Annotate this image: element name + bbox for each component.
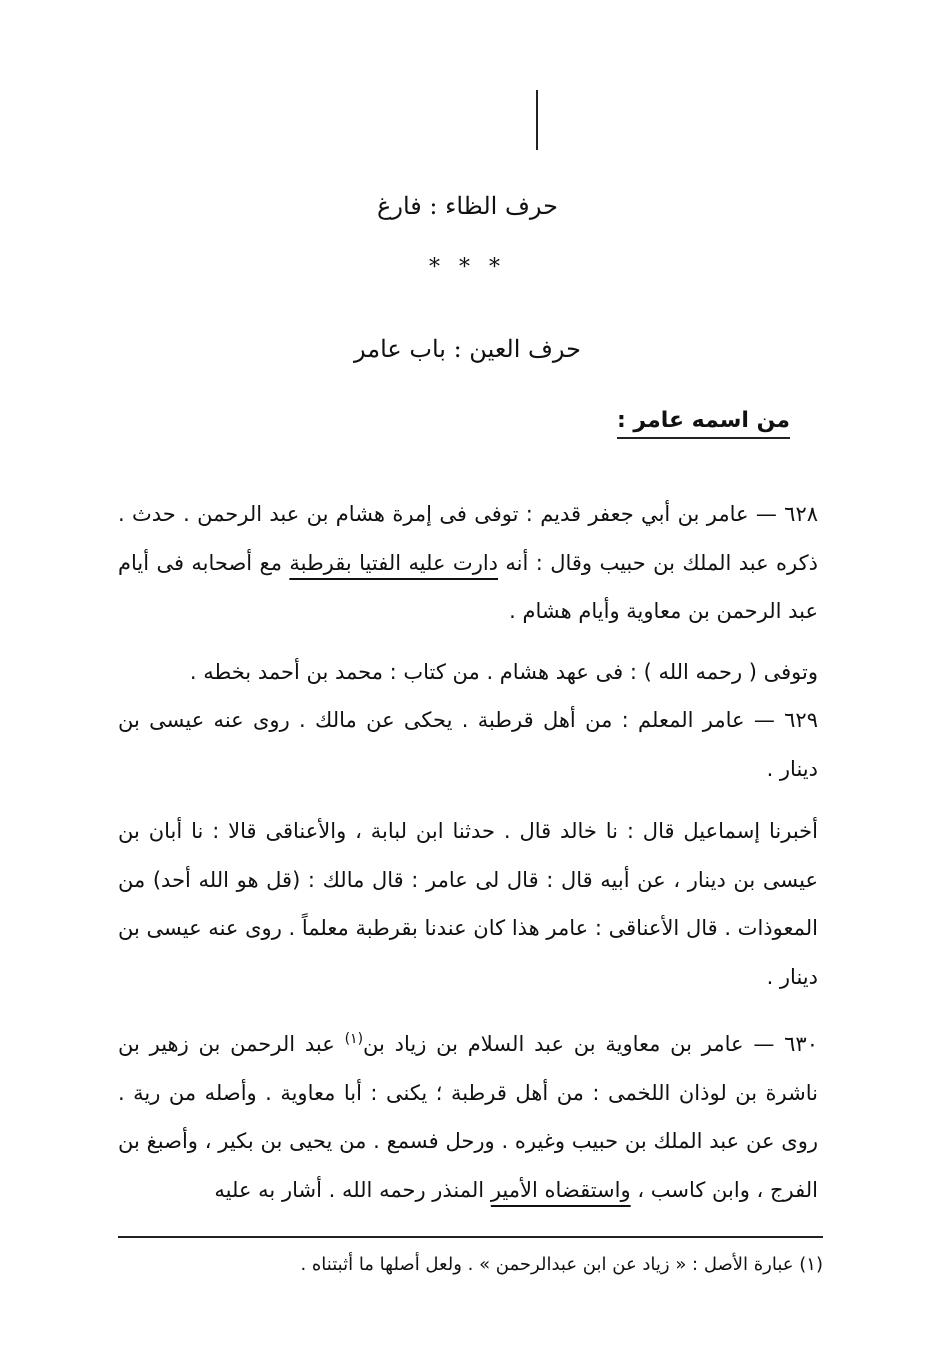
entry-628-line-2-end: مع [259, 550, 290, 575]
zaa-letter-heading: حرف الظاء : فارغ [377, 192, 558, 220]
entry-628 [118, 490, 818, 636]
death-note: وتوفى ( رحمه الله ) : فى عهد هشام . من كتاب : محمد بن أحمد بخطه . [189, 659, 818, 684]
entry-630-part-d: المنذر رحمه الله . أشار به عليه [214, 1177, 491, 1202]
top-vertical-rule [536, 90, 538, 150]
footnote [118, 1250, 823, 1280]
underlined-phrase-judgeship: واستقضاه الأمير [490, 1177, 631, 1202]
footnote-mark: (١) [799, 1254, 823, 1275]
entry-629: ٦٢٩ — عامر المعلم : من أهل قرطبة . يحكى عن مالك . روى عنه عيسى بن دينار . [118, 708, 818, 781]
main-text [118, 490, 818, 1214]
section-subheading: من اسمه عامر : [617, 408, 790, 439]
footnote-text: عبارة الأصل : « زياد عن ابن عبدالرحمن » . ولعل أصلها ما أثبتناه . [300, 1254, 800, 1275]
footnote-rule [118, 1236, 823, 1238]
entry-628-line-3: أصحابه فى أيام عبد الرحمن بن معاوية وأيام هشام . [118, 550, 818, 623]
section-separator: * * * [429, 255, 506, 280]
footnote-reference: (١) [344, 1031, 364, 1047]
entry-630-part-b: عبد الرحمن بن زهير بن ناشرة بن لوذان اللخمى : من أهل قرطبة ؛ يكنى : أبا معاوية . وأصله من رية . روى عن عبد الملك بن حبيب وغيره . ورحل فسمع . من يحيى بن بكير ، وأصبغ بن الفرج ، وابن كاسب ، [118, 1032, 818, 1202]
entry-630 [118, 1015, 818, 1214]
underlined-phrase-fatwa: دارت عليه الفتيا بقرطبة [289, 550, 499, 575]
ain-letter-heading: حرف العين : باب عامر [354, 335, 581, 363]
isnad-paragraph: أخبرنا إسماعيل قال : نا خالد قال . حدثنا ابن لبابة ، والأعناقى قالا : نا أبان بن عيسى بن دينار ، عن أبيه قال : قال لى عامر : قال مالك : (قل هو الله أحد) من المعوذات . قال الأعناقى : عامر هذا كان عندنا بقرطبة معلماً . روى عنه عيسى بن دينار . [118, 819, 818, 989]
entry-630-part-a: ٦٣٠ — عامر بن معاوية بن عبد السلام بن زياد بن [363, 1032, 818, 1056]
entry-628-line-2: حدث . ذكره عبد الملك بن حبيب وقال : أنه [118, 502, 818, 575]
entry-628-line-1: ٦٢٨ — عامر بن أبي جعفر قديم : توفى فى إمرة هشام بن عبد الرحمن . [183, 502, 819, 526]
